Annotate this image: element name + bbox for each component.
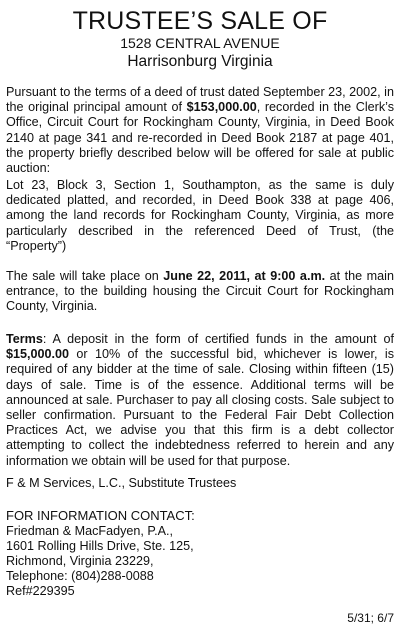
contact-firm: Friedman & MacFadyen, P.A., [6, 523, 174, 538]
deed-paragraph-lead: Pursuant to the terms of a deed of trust dated September 23, 2002, in the original principal amount of [6, 85, 394, 115]
contact-telephone: Telephone: (804)288-0088 [6, 569, 154, 584]
terms-label: Terms [6, 332, 43, 346]
notice-title: TRUSTEE’S SALE OF [72, 7, 328, 35]
contact-reference: Ref#229395 [6, 584, 75, 599]
deposit-amount: $15,000.00 [6, 347, 70, 362]
sale-datetime: June 22, 2011, at 9:00 a.m. [163, 269, 326, 283]
sale-time-paragraph [6, 269, 394, 315]
terms-paragraph [6, 332, 394, 469]
terms-lead: : A deposit in the form of certified funds in the amount of [42, 332, 394, 346]
contact-street: 1601 Rolling Hills Drive, Ste. 125, [6, 538, 194, 553]
terms-rest: or 10% of the successful bid, whichever is lower, is required of any bidder at the time of sale. Closing within fifteen (15) days of sale. Time is of the essence. Additional terms will be announced at sale. Purchaser to pay all closing costs. Sale subject to seller confirmation. Pursuant to the Federal Fair Debt Collection Practices Act, we advise you that this firm is a debt collector attempting to collect the indebtedness referred to herein and any information we obtain will be used for that purpose. [6, 347, 394, 468]
sale-time-lead: The sale will take place on [6, 269, 164, 283]
deed-paragraph-rest: , recorded in the Clerk’s Office, Circuit Court for Rockingham County, Virginia, in Deed Book 2140 at page 341 and re-recorded in Deed Book 2187 at page 401, the property briefly described below will be offered for sale at public auction: [6, 100, 395, 176]
property-city: Harrisonburg Virginia [127, 53, 273, 70]
sale-time-rest: at the main entrance, to the building housing the Circuit Court for Rockingham County, Virginia. [6, 269, 394, 314]
trustees-line: F & M Services, L.C., Substitute Trustees [6, 476, 237, 490]
contact-heading: FOR INFORMATION CONTACT: [6, 508, 195, 523]
legal-notice [6, 0, 394, 634]
property-address: 1528 CENTRAL AVENUE [120, 35, 280, 51]
principal-amount: $153,000.00 [186, 100, 257, 115]
property-description-paragraph: Lot 23, Block 3, Section 1, Southampton, as the same is duly dedicated platted, and recorded, in Deed Book 338 at page 406, among the land records for Rockingham County, Virginia, as more particularly described in the referenced Deed of Trust, (the “Property”) [6, 178, 394, 253]
run-dates: 5/31; 6/7 [347, 611, 394, 625]
contact-city-state: Richmond, Virginia 23229, [6, 553, 154, 568]
contact-block [6, 508, 195, 600]
deed-paragraph [6, 85, 394, 176]
